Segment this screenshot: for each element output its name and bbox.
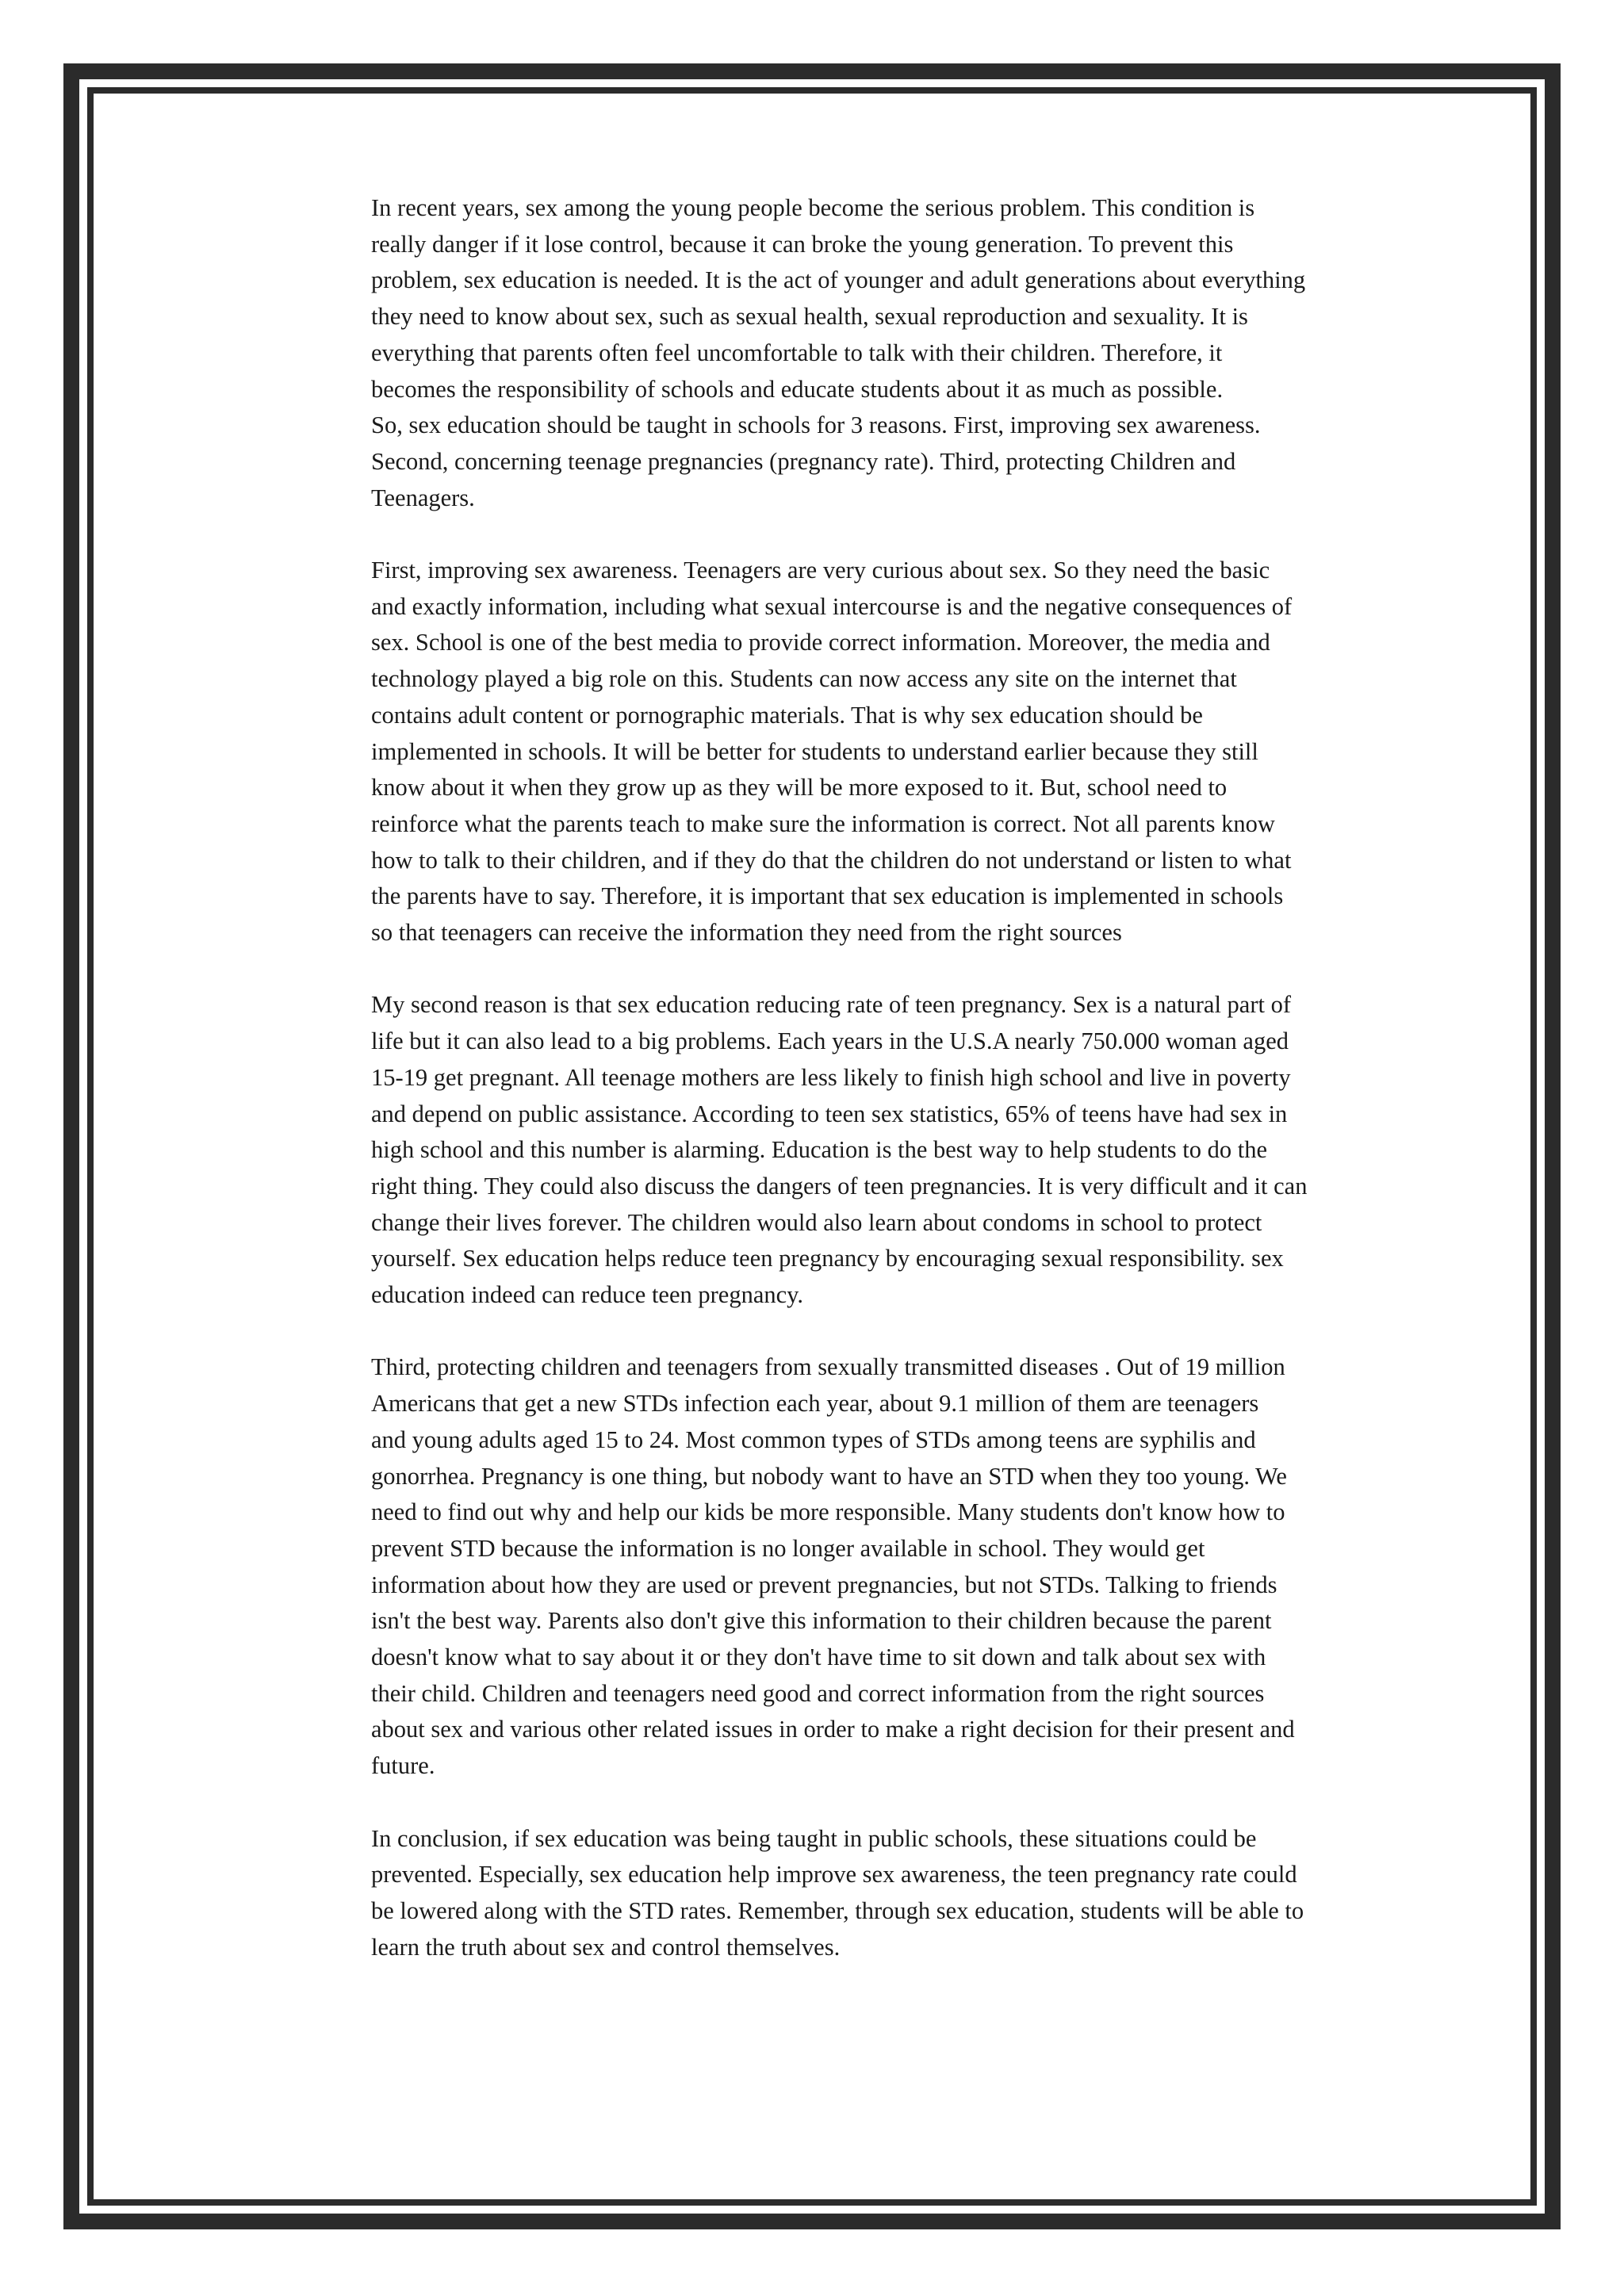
paragraph-conclusion: In conclusion, if sex education was being taught in public schools, these situations could be prevented. Especially, sex education help improve sex awareness, the teen pregnancy rate could be lowered along with the STD rates. Remember, through sex education, students will be able to learn the truth about sex and control themselves. [371,1824,1304,1961]
paragraph-sex-awareness: First, improving sex awareness. Teenagers are very curious about sex. So they need the basic and exactly information, including what sexual intercourse is and the negative consequences of sex. School is one of the best media to provide correct information. Moreover, the media and technology played a big role on this. Students can now access any site on the internet that contains adult content or pornographic materials. That is why sex education should be implemented in schools. It will be better for students to understand earlier because they still know about it when they grow up as they will be more exposed to it. But, school need to reinforce what the parents teach to make sure the information is correct. Not all parents know how to talk to their children, and if they do that the children do not understand or listen to what the parents have to say. Therefore, it is important that sex education is implemented in schools so that teenagers can receive the information they need from the right sources [371,557,1293,947]
paragraph-introduction: In recent years, sex among the young people become the serious problem. This condition is really danger if it lose control, because it can broke the young generation. To prevent this problem, sex education is needed. It is the act of younger and adult generations about everything they need to know about sex, such as sexual health, sexual reproduction and sexuality. It is everything that parents often feel uncomfortable to talk with their children. Therefore, it becomes the responsibility of schools and educate students about it as much as possible. So, sex education should be taught in schools for 3 reasons. First, improving sex awareness. Second, concerning teenage pregnancies (pregnancy rate). Third, protecting Children and Teenagers. [371,194,1306,511]
paragraph-teen-pregnancy: My second reason is that sex education reducing rate of teen pregnancy. Sex is a natural part of life but it can also lead to a big problems. Each years in the U.S.A nearly 750.000 woman aged 15-19 get pregnant. All teenage mothers are less likely to finish high school and live in poverty and depend on public assistance. According to teen sex statistics, 65% of teens have had sex in high school and this number is alarming. Education is the best way to help students to do the right thing. They could also discuss the dangers of teen pregnancies. It is very difficult and it can change their lives forever. The children would also learn about condoms in school to protect yourself. Sex education helps reduce teen pregnancy by encouraging sexual responsibility. sex education indeed can reduce teen pregnancy. [371,991,1308,1309]
paragraph-std-protection: Third, protecting children and teenagers from sexually transmitted diseases . Out of 19 million Americans that get a new STDs infection each year, about 9.1 million of them are teenagers and young adults aged 15 to 24. Most common types of STDs among teens are syphilis and gonorrhea. Pregnancy is one thing, but nobody want to have an STD when they too young. We need to find out why and help our kids be more responsible. Many students don't know how to prevent STD because the information is no longer available in school. They would get information about how they are used or prevent pregnancies, but not STDs. Talking to friends isn't the best way. Parents also don't give this information to their children because the parent doesn't know what to say about it or they don't have time to sit down and talk about sex with their child. Children and teenagers need good and correct information from the right sources about sex and various other related issues in order to make a right decision for their present and future. [371,1353,1295,1780]
essay-body [371,190,1434,2002]
